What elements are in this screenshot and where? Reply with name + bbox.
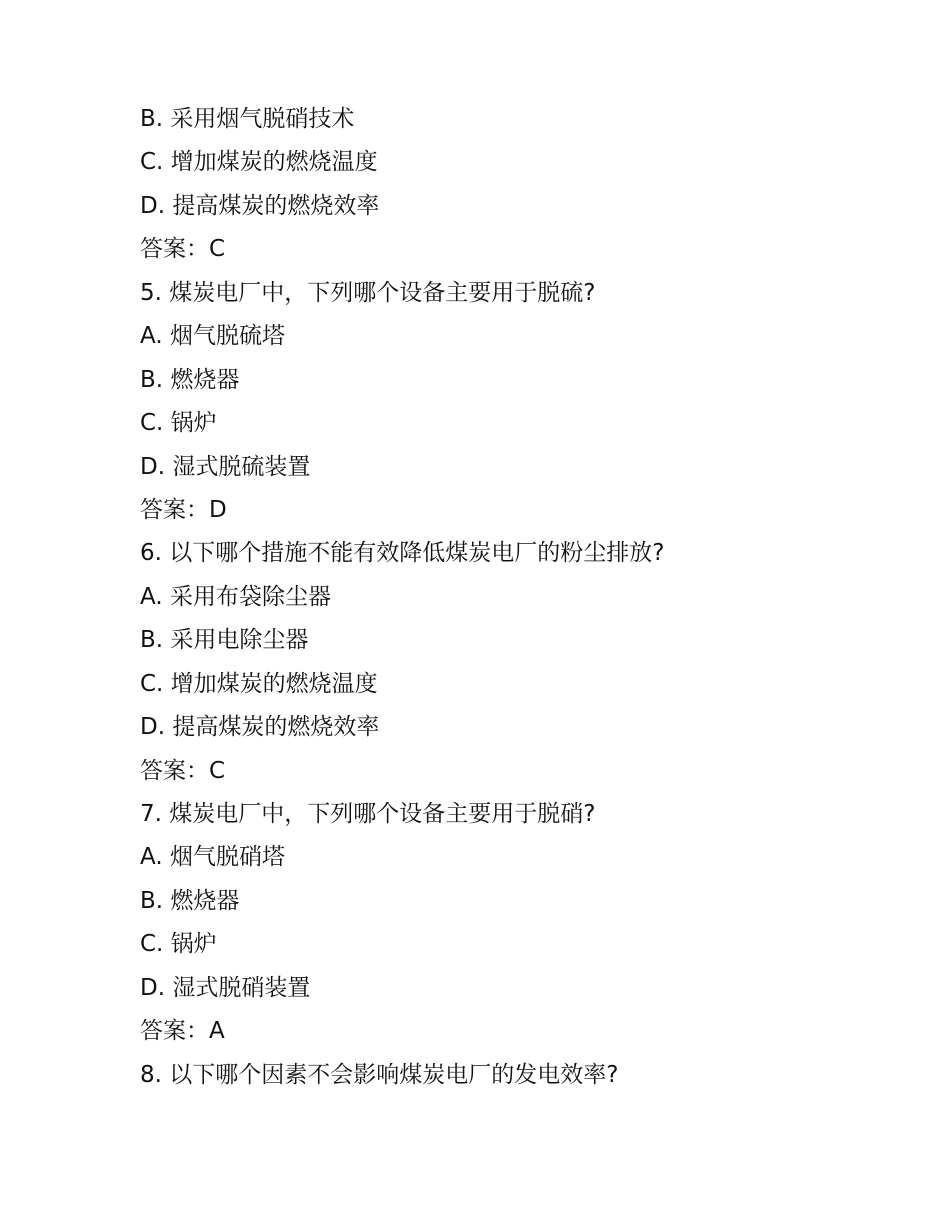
option-d-q6: D. 提高煤炭的燃烧效率: [140, 714, 380, 741]
option-b-q6: B. 采用电除尘器: [140, 627, 309, 654]
question-5: 5. 煤炭电厂中，下列哪个设备主要用于脱硫?: [140, 279, 596, 306]
answer-q5: 答案：D: [140, 496, 227, 523]
option-d-q7: D. 湿式脱硝装置: [140, 974, 311, 1001]
question-8: 8. 以下哪个因素不会影响煤炭电厂的发电效率?: [140, 1061, 619, 1088]
option-c-q6: C. 增加煤炭的燃烧温度: [140, 670, 378, 697]
option-b-q5: B. 燃烧器: [140, 366, 240, 393]
option-a-q7: A. 烟气脱硝塔: [140, 844, 285, 871]
answer-q4: 答案：C: [140, 236, 226, 263]
answer-q7: 答案：A: [140, 1018, 225, 1045]
question-text-block: [140, 98, 840, 1097]
question-7: 7. 煤炭电厂中，下列哪个设备主要用于脱硝?: [140, 801, 596, 827]
option-c-q7: C. 锅炉: [140, 931, 217, 958]
option-d-q4: D. 提高煤炭的燃烧效率: [140, 192, 380, 219]
option-d-q5: D. 湿式脱硫装置: [140, 453, 311, 480]
question-6: 6. 以下哪个措施不能有效降低煤炭电厂的粉尘排放?: [140, 540, 665, 567]
option-c-q5: C. 锅炉: [140, 410, 217, 437]
option-b-q7: B. 燃烧器: [140, 887, 240, 914]
answer-q6: 答案：C: [140, 757, 226, 784]
option-a-q6: A. 采用布袋除尘器: [140, 583, 331, 610]
option-c-q4: C. 增加煤炭的燃烧温度: [140, 149, 378, 176]
option-a-q5: A. 烟气脱硫塔: [140, 323, 285, 350]
option-b-q4: B. 采用烟气脱硝技术: [140, 106, 355, 132]
